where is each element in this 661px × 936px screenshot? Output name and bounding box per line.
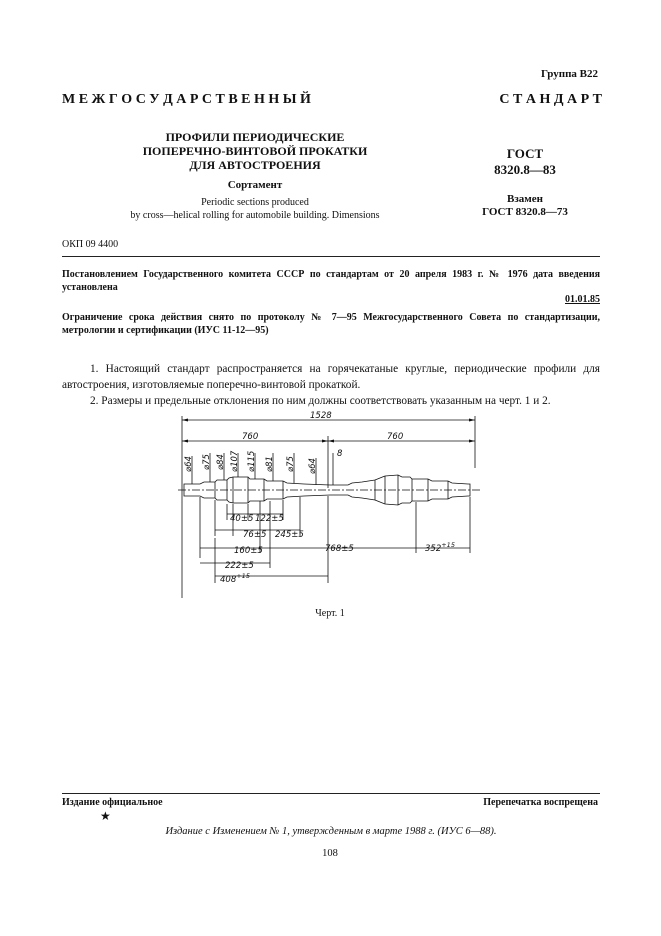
replaces-standard: ГОСТ 8320.8—73 [482, 206, 568, 218]
interstate-standard-banner [62, 92, 602, 108]
dim-160: 160±5 [234, 546, 263, 556]
document-subtitle: Сортамент [227, 179, 283, 191]
dim-total-length: 1528 [310, 411, 332, 421]
dim-dia-8: ⌀64 [308, 458, 318, 474]
english-title [100, 196, 410, 222]
okp-code: ОКП 09 4400 [62, 239, 119, 250]
footer-divider [62, 793, 600, 794]
dim-245: 245±5 [275, 530, 304, 540]
dim-40: 40±5 [230, 514, 254, 524]
decree-text: Постановлением Государственного комитета СССР по стандартам от 20 апреля 1983 г. № 1976 дата введения установлена [62, 269, 600, 293]
gost-number: 8320.8—83 [494, 162, 556, 177]
paragraph-1: 1. Настоящий стандарт распространяется на горячекатаные круглые, периодические профили для автостроения, изготовляемые поперечно-винтовой прокаткой. [62, 363, 600, 391]
banner-word-2: С Т А Н Д А Р Т [499, 92, 602, 107]
replaces-block [460, 193, 590, 219]
dim-408-tolerance: +15 [236, 572, 250, 580]
dim-dia-3: ⌀84 [216, 454, 226, 470]
title-line-2: ПОПЕРЕЧНО-ВИНТОВОЙ ПРОКАТКИ [142, 144, 368, 158]
dim-768: 768±5 [325, 544, 354, 554]
figure-caption: Черт. 1 [315, 608, 345, 619]
banner-word-1: М Е Ж Г О С У Д А Р С Т В Е Н Н Ы Й [62, 92, 311, 107]
dim-408 [220, 572, 250, 585]
dim-352 [425, 541, 455, 554]
limitation-text: Ограничение срока действия снято по протоколу № 7—95 Межгосударственного Совета по стандартизации, метрологии и сертификации (ИУС 11-12—95) [62, 312, 600, 336]
star-icon: ★ [100, 809, 111, 823]
divider [62, 256, 600, 257]
gost-designation [460, 146, 590, 178]
dim-222: 222±5 [225, 561, 254, 571]
dim-dia-6: ⌀81 [265, 456, 275, 472]
dim-352-tolerance: +15 [441, 541, 455, 549]
title-line-3: ДЛЯ АВТОСТРОЕНИЯ [189, 158, 321, 172]
replaces-label: Взамен [507, 193, 543, 205]
dim-dia-1: ⌀64 [184, 456, 194, 472]
dim-dia-4: ⌀107 [230, 450, 240, 472]
dim-half-left: 760 [242, 432, 259, 442]
page-number: 108 [322, 848, 338, 859]
document-title [100, 130, 410, 172]
title-line-1: ПРОФИЛИ ПЕРИОДИЧЕСКИЕ [165, 130, 345, 144]
dim-dia-5: ⌀115 [247, 450, 257, 472]
shaft-drawing [170, 408, 490, 598]
english-title-line-2: by cross—helical rolling for automobile building. Dimensions [130, 210, 380, 221]
amendment-note: Издание с Изменением № 1, утвержденным в марте 1988 г. (ИУС 6—88). [165, 826, 497, 837]
dim-352-value: 352 [425, 544, 442, 554]
dim-122: 122±5 [255, 514, 284, 524]
group-code: Группа В22 [540, 68, 598, 80]
dim-half-right: 760 [387, 432, 404, 442]
dim-dia-2: ⌀75 [202, 454, 212, 470]
dim-dia-7: ⌀75 [286, 456, 296, 472]
dim-76: 76±5 [243, 530, 267, 540]
paragraph-2: 2. Размеры и предельные отклонения по ним должны соответствовать указанным на черт. 1 и 2. [90, 395, 551, 407]
gost-label: ГОСТ [506, 146, 544, 161]
dim-small: 8 [337, 449, 343, 459]
official-edition: Издание официальное [62, 797, 163, 808]
dim-408-value: 408 [220, 575, 237, 585]
reprint-prohibited: Перепечатка воспрещена [483, 797, 598, 808]
english-title-line-1: Periodic sections produced [201, 197, 309, 208]
effective-date: 01.01.85 [565, 294, 600, 305]
